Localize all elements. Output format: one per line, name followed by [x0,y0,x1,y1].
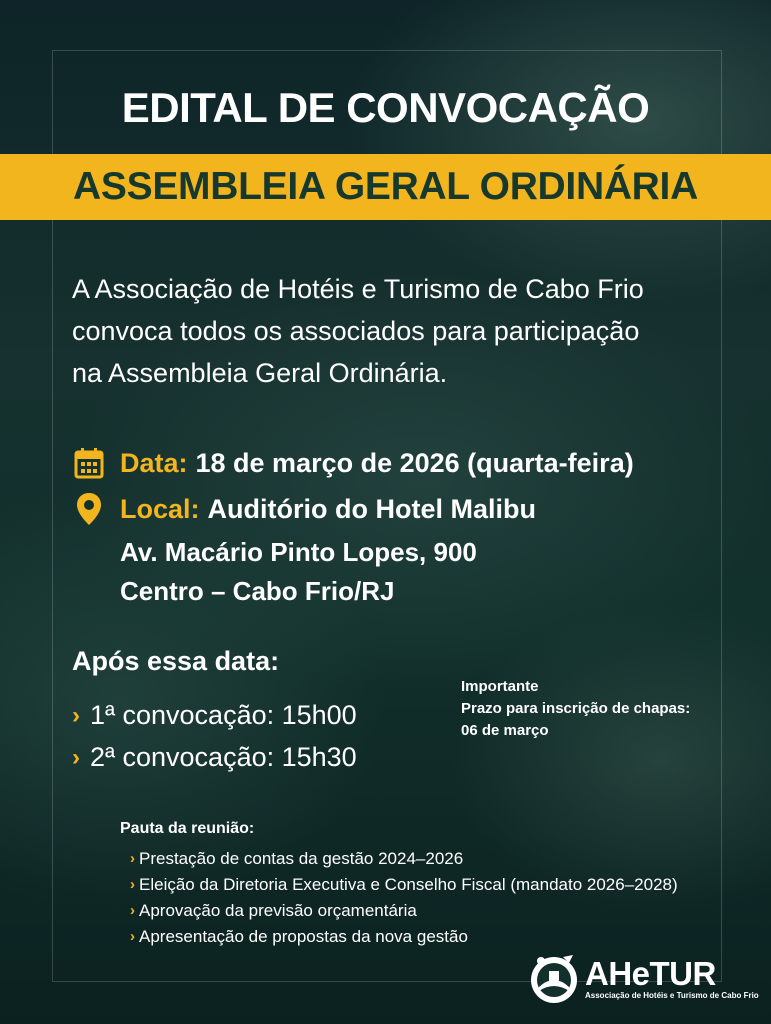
date-row [72,446,634,480]
intro-line: na Assembleia Geral Ordinária. [72,358,448,388]
ahetur-logo-mark-icon [527,951,581,1005]
calendar-icon [72,446,106,480]
schedule-item-text: 1ª convocação: 15h00 [90,700,357,730]
ahetur-logo [527,948,759,1008]
page-title: EDITAL DE CONVOCAÇÃO [121,84,650,131]
schedule-title: Após essa data: [72,646,280,676]
date-label: Data: [120,447,188,478]
local-label: Local: [120,493,200,524]
intro-line: A Associação de Hotéis e Turismo de Cabo Frio [72,274,644,304]
agenda-item-text: Prestação de contas da gestão 2024–2026 [139,849,464,868]
agenda-item [130,846,678,872]
address-line-1: Av. Macário Pinto Lopes, 900 [120,537,477,567]
important-note [461,676,690,742]
agenda-item [130,872,678,898]
important-date: 06 de março [461,722,549,739]
local-row [72,492,536,526]
important-title: Importante [461,678,539,695]
schedule-item-text: 2ª convocação: 15h30 [90,742,357,772]
chevron-right-icon: › [130,850,135,867]
agenda-item-text: Aprovação da previsão orçamentária [139,901,417,920]
agenda-list [130,846,678,950]
logo-name: AHeTUR [585,954,716,992]
agenda-item [130,898,678,924]
logo-subtitle: Associação de Hotéis e Turismo de Cabo Frio [585,990,759,1000]
chevron-right-icon: › [130,902,135,919]
location-pin-icon [72,492,106,526]
address-line-2: Centro – Cabo Frio/RJ [120,576,395,606]
schedule-item [72,742,357,773]
intro-paragraph [72,268,712,394]
agenda-item [130,924,678,950]
chevron-right-icon: › [130,928,135,945]
agenda-title: Pauta da reunião: [120,820,255,837]
important-line: Prazo para inscrição de chapas: [461,700,691,717]
banner-text: ASSEMBLEIA GERAL ORDINÁRIA [73,165,698,208]
date-value: 18 de março de 2026 (quarta-feira) [195,447,634,478]
agenda-item-text: Eleição da Diretoria Executiva e Conselho Fiscal (mandato 2026–2028) [139,875,678,894]
title-banner [0,154,771,220]
chevron-right-icon: › [130,876,135,893]
local-value: Auditório do Hotel Malibu [207,493,536,524]
chevron-right-icon: › [72,701,80,729]
intro-line: convoca todos os associados para participação [72,316,640,346]
agenda-item-text: Apresentação de propostas da nova gestão [139,927,468,946]
chevron-right-icon: › [72,743,80,771]
schedule-item [72,700,357,731]
